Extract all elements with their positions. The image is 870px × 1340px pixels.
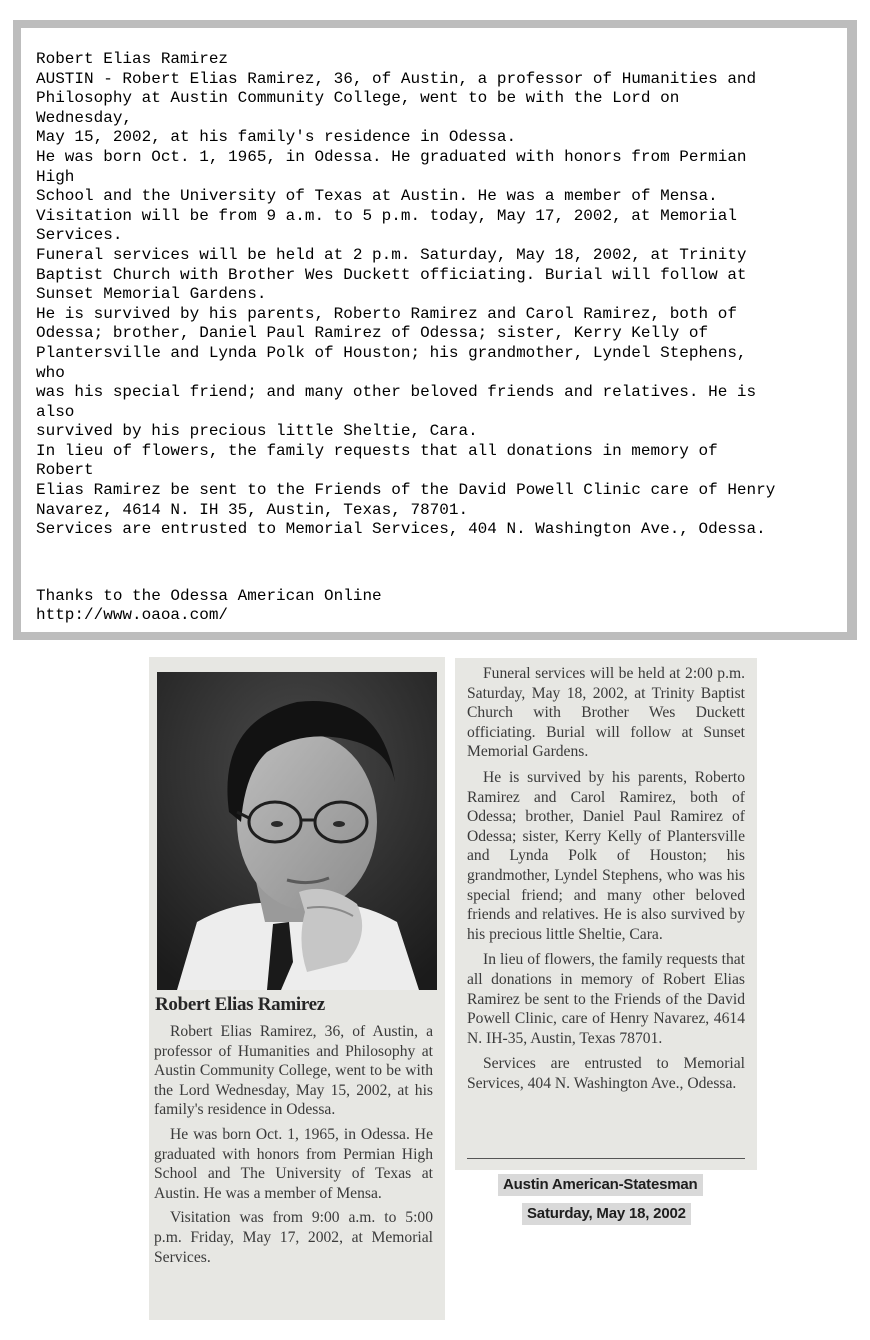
transcript-line: Services.: [36, 226, 123, 245]
clipping-column-left: [149, 657, 445, 1320]
clipping-left-text: [154, 1022, 433, 1267]
portrait-photo: [157, 672, 437, 990]
clipping-paragraph: He is survived by his parents, Roberto Ramirez and Carol Ramirez, both of Odessa; brother, Daniel Paul Ramirez of Odessa; sister, Kerry Kelly of Plantersville and Lynda Polk of Houston; his grandmother, Lyndel Stephens, who was his special friend; and many other beloved friends and relatives. He is also survived by his precious little Sheltie, Cara.: [467, 768, 745, 943]
transcript-box: [13, 20, 857, 640]
transcript-line: Elias Ramirez be sent to the Friends of the David Powell Clinic care of Henry: [36, 481, 776, 500]
clipping-column-right: [455, 658, 757, 1170]
credit-block: [36, 587, 847, 626]
transcript-line: High: [36, 167, 75, 186]
transcript-line: Baptist Church with Brother Wes Duckett officiating. Burial will follow at: [36, 265, 747, 284]
transcript-line: Robert Elias Ramirez: [36, 50, 229, 68]
transcript-line: Wednesday,: [36, 108, 133, 127]
transcript-line: May 15, 2002, at his family's residence in Odessa.: [36, 128, 517, 147]
column-end-rule: [467, 1158, 745, 1159]
portrait-photo-drawing: [157, 672, 437, 990]
newspaper-name: Austin American-Statesman: [498, 1174, 703, 1196]
transcript-line: He was born Oct. 1, 1965, in Odessa. He graduated with honors from Permian: [36, 147, 747, 166]
transcript-panel: [21, 28, 847, 632]
transcript-line: also: [36, 402, 75, 421]
transcript-line: Philosophy at Austin Community College, went to be with the Lord on: [36, 89, 680, 108]
transcript-line: School and the University of Texas at Austin. He was a member of Mensa.: [36, 187, 718, 206]
clipping-paragraph: Robert Elias Ramirez, 36, of Austin, a professor of Humanities and Philosophy at Austin Community College, went to be with the Lord Wednesday, May 15, 2002, at his family's residence in Odessa.: [154, 1023, 433, 1119]
obituary-name: Robert Elias Ramirez: [155, 994, 325, 1015]
transcript-line: Navarez, 4614 N. IH 35, Austin, Texas, 78701.: [36, 500, 469, 519]
transcript-line: In lieu of flowers, the family requests that all donations in memory of: [36, 441, 718, 460]
clipping-paragraph: Funeral services will be held at 2:00 p.m. Saturday, May 18, 2002, at Trinity Baptist Church with Brother Wes Duckett officiating. Burial will follow at Sunset Memorial Gardens.: [467, 665, 745, 761]
transcript-line: He is survived by his parents, Roberto Ramirez and Carol Ramirez, both of: [36, 304, 737, 323]
transcript-line: AUSTIN - Robert Elias Ramirez, 36, of Austin, a professor of Humanities and: [36, 69, 757, 88]
transcript-line: was his special friend; and many other beloved friends and relatives. He is: [36, 383, 757, 402]
credit-source: Thanks to the Odessa American Online: [36, 586, 382, 605]
clipping-right-text: [467, 664, 745, 1093]
transcript-line: who: [36, 363, 65, 382]
transcript-line: Robert: [36, 461, 94, 480]
clipping-paragraph: Visitation was from 9:00 a.m. to 5:00 p.m. Friday, May 17, 2002, at Memorial Services.: [154, 1209, 433, 1266]
transcript-line: Sunset Memorial Gardens.: [36, 285, 267, 304]
transcript-line: Visitation will be from 9 a.m. to 5 p.m. today, May 17, 2002, at Memorial: [36, 206, 737, 225]
clipping-paragraph: In lieu of flowers, the family requests that all donations in memory of Robert Elias Ramirez be sent to the Friends of the David Powell Clinic, care of Henry Navarez, 4614 N. IH-35, Austin, Texas 78701.: [467, 951, 745, 1047]
clipping-paragraph: Services are entrusted to Memorial Services, 404 N. Washington Ave., Odessa.: [467, 1055, 745, 1092]
transcript-line: Odessa; brother, Daniel Paul Ramirez of Odessa; sister, Kerry Kelly of: [36, 324, 709, 343]
publication-date: Saturday, May 18, 2002: [522, 1203, 691, 1225]
clipping-paragraph: He was born Oct. 1, 1965, in Odessa. He graduated with honors from Permian High School and The University of Texas at Austin. He was a member of Mensa.: [154, 1125, 433, 1202]
transcript-line: Services are entrusted to Memorial Services, 404 N. Washington Ave., Odessa.: [36, 520, 766, 539]
transcript-line: survived by his precious little Sheltie, Cara.: [36, 422, 478, 441]
transcript-text: [36, 50, 847, 540]
credit-url[interactable]: http://www.oaoa.com/: [36, 606, 229, 625]
transcript-line: Funeral services will be held at 2 p.m. Saturday, May 18, 2002, at Trinity: [36, 245, 747, 264]
transcript-line: Plantersville and Lynda Polk of Houston; his grandmother, Lyndel Stephens,: [36, 343, 747, 362]
